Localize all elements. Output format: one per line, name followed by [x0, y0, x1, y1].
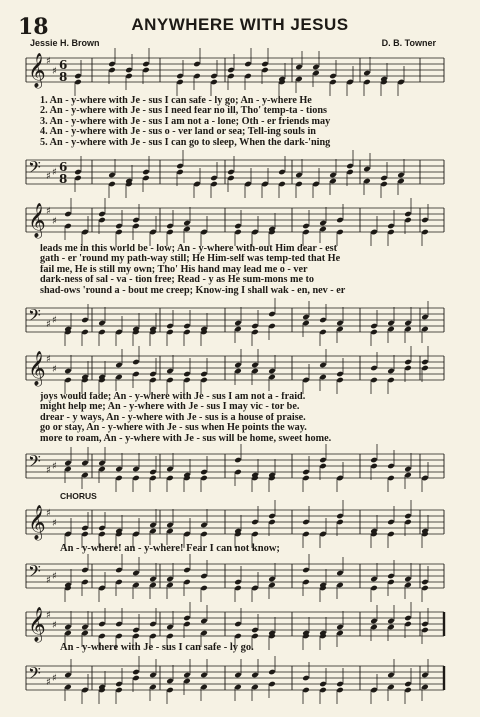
hymn-title: ANYWHERE WITH JESUS	[131, 15, 349, 34]
sharp-icon: ♯	[46, 465, 51, 476]
bass-staff-2	[0, 302, 480, 344]
time-signature-top: 6	[59, 58, 68, 72]
lyric-line: 4. An - y-where with Je - sus o - ver land or sea; Tell-ing souls in	[40, 127, 316, 138]
lyric-line: might help me; An - y-where with Je - sus I may vic - tor be.	[40, 402, 300, 413]
sharp-icon: ♯	[46, 677, 51, 688]
bass-clef-icon: 𝄢	[28, 451, 41, 475]
sharp-icon: ♯	[52, 620, 57, 631]
sharp-icon: ♯	[52, 66, 57, 77]
treble-clef-icon: 𝄞	[28, 203, 46, 238]
bass-clef-icon: 𝄢	[28, 663, 41, 687]
sharp-icon: ♯	[52, 571, 57, 582]
sharp-icon: ♯	[52, 216, 57, 227]
composer-credit: D. B. Towner	[381, 38, 436, 48]
treble-staff-1	[0, 52, 480, 94]
time-signature-bottom: 8	[59, 70, 68, 84]
sharp-icon: ♯	[52, 518, 57, 529]
sharp-icon: ♯	[46, 206, 51, 217]
sharp-icon: ♯	[46, 508, 51, 519]
sharp-icon: ♯	[52, 167, 57, 178]
lyric-line: gath - er 'round my path-way still; He Him-self was temp-ted that He	[40, 254, 341, 265]
sharp-icon: ♯	[46, 56, 51, 67]
sharp-icon: ♯	[52, 364, 57, 375]
bass-staff-4	[0, 558, 480, 600]
lyrics-system-1	[40, 96, 440, 148]
sharp-icon: ♯	[46, 319, 51, 330]
chorus-lyric-line-2: An - y-where with Je - sus I can safe - ly go.	[60, 642, 254, 653]
time-signature-bottom: 8	[59, 172, 68, 186]
lyrics-system-3	[40, 392, 440, 444]
lyric-line: 5. An - y-where with Je - sus I can go to sleep, When the dark-'ning	[40, 137, 331, 148]
sharp-icon: ♯	[46, 610, 51, 621]
treble-clef-icon: 𝄞	[28, 53, 46, 88]
treble-staff-3	[0, 350, 480, 392]
sharp-icon: ♯	[52, 673, 57, 684]
lyrics-system-2	[40, 244, 440, 296]
lyric-line: dark-ness of sal - va - tion free; Read - y as He sum-mons me to	[40, 275, 314, 286]
bass-staff-5	[0, 660, 480, 702]
lyric-line: shad-ows 'round a - bout me creep; Know-ing I shall wak - en, nev - er	[40, 285, 346, 296]
lyric-line: more to roam, An - y-where with Je - sus will be home, sweet home.	[40, 433, 332, 444]
lyric-line: 1. An - y-where with Je - sus I can safe - ly go; An - y-where He	[40, 96, 312, 106]
lyric-line: go or stay, An - y-where with Je - sus when He points the way.	[40, 423, 307, 434]
bass-staff-3	[0, 448, 480, 490]
bass-clef-icon: 𝄢	[28, 157, 41, 181]
sharp-icon: ♯	[52, 461, 57, 472]
treble-staff-2	[0, 202, 480, 244]
lyric-line: 2. An - y-where with Je - sus I need fear no ill, Tho' temp-ta - tions	[40, 106, 327, 117]
sharp-icon: ♯	[46, 354, 51, 365]
lyric-line: joys would fade; An - y-where with Je - sus I am not a - fraid.	[40, 392, 306, 402]
treble-staff-4	[0, 504, 480, 546]
chorus-lyric-line-1: An - y-where! an - y-where! Fear I can not know;	[60, 543, 280, 554]
treble-clef-icon: 𝄞	[28, 351, 46, 386]
bass-clef-icon: 𝄢	[28, 305, 41, 329]
lyric-line: leads me in this world be - low; An - y-where with-out Him dear - est	[40, 244, 338, 254]
sharp-icon: ♯	[46, 575, 51, 586]
lyric-line: 3. An - y-where with Je - sus I am not a - lone; Oth - er friends may	[40, 116, 331, 127]
author-credit: Jessie H. Brown	[30, 38, 100, 48]
bass-staff-1	[0, 154, 480, 196]
treble-clef-icon: 𝄞	[28, 607, 46, 642]
time-signature-top: 6	[59, 160, 68, 174]
sharp-icon: ♯	[46, 171, 51, 182]
lyric-line: drear - y ways, An - y-where with Je - sus is a house of praise.	[40, 412, 306, 423]
treble-clef-icon: 𝄞	[28, 505, 46, 540]
lyric-line: fail me, He is still my own; Tho' His hand may lead me o - ver	[40, 264, 308, 275]
bass-clef-icon: 𝄢	[28, 561, 41, 585]
chorus-label: CHORUS	[60, 491, 97, 501]
sharp-icon: ♯	[52, 315, 57, 326]
hymn-number: 18	[18, 14, 49, 40]
